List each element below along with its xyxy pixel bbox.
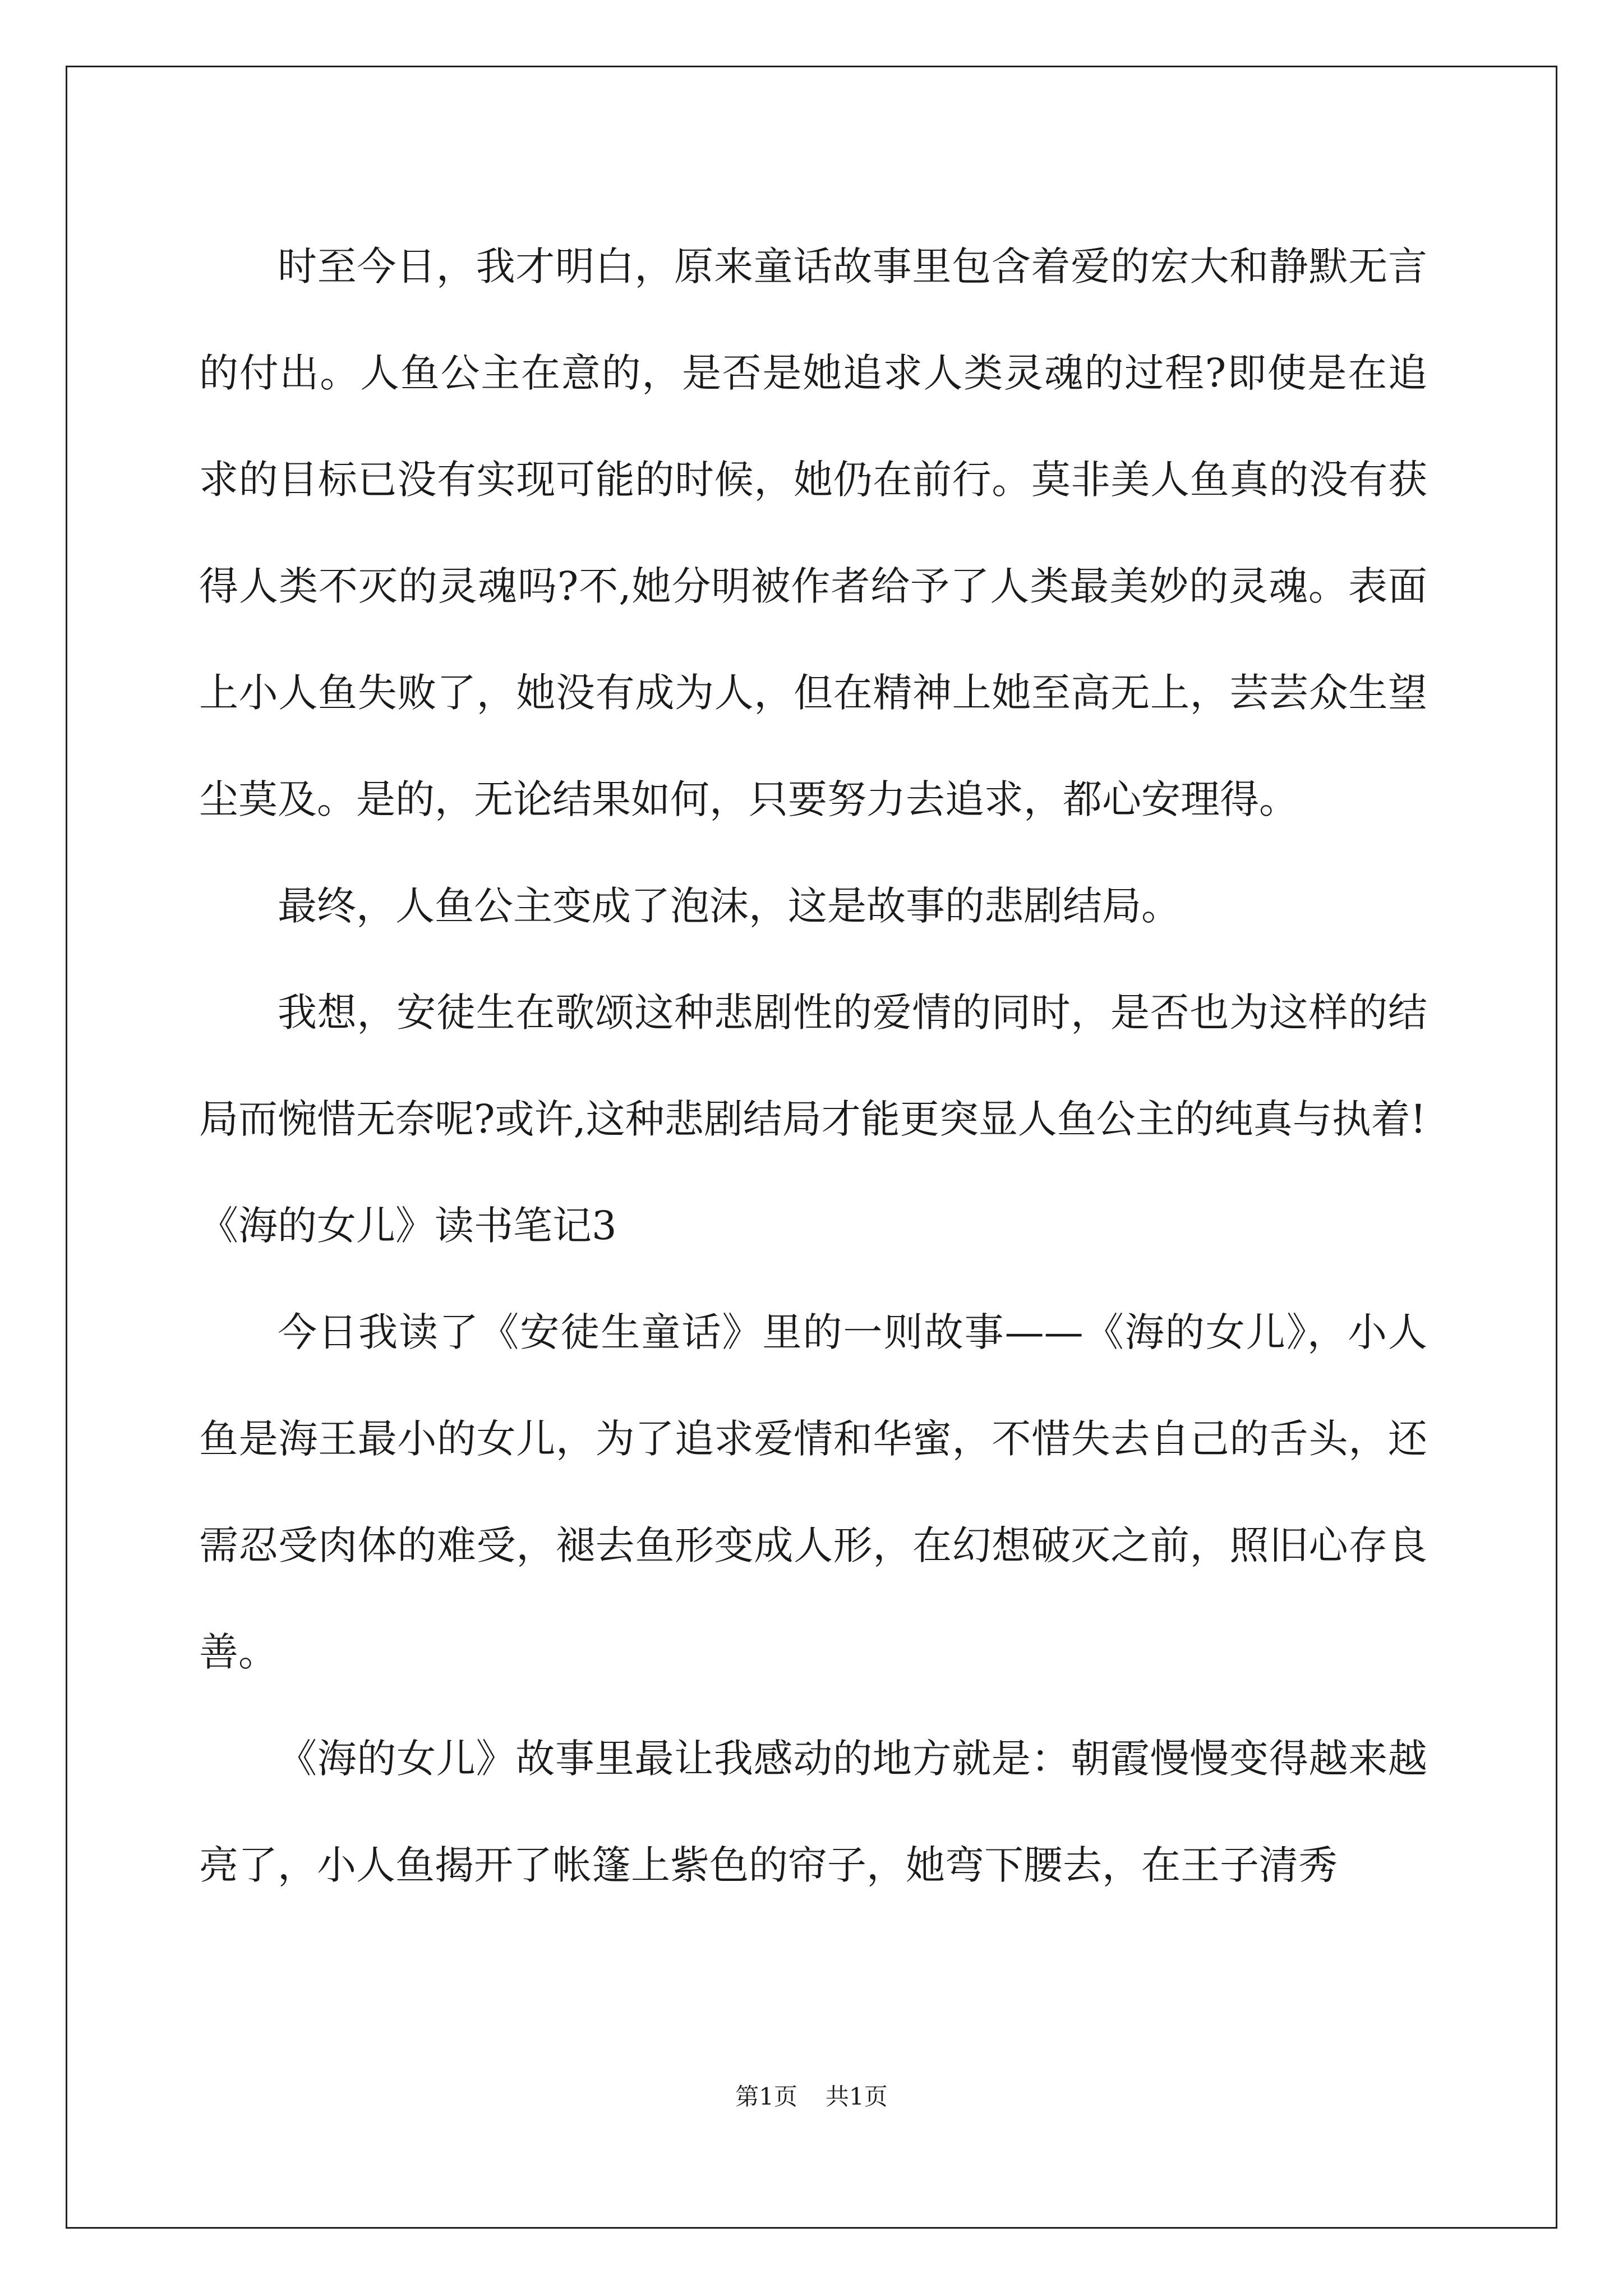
section-heading: 《海的女儿》读书笔记3 (199, 1203, 617, 1249)
paragraph: 《海的女儿》故事里最让我感动的地方就是：朝霞慢慢变得越来越亮了，小人鱼揭开了帐篷上紫色的帘子，她弯下腰去，在王子清秀 (199, 1736, 1427, 1888)
page-footer (0, 2078, 1623, 2112)
paragraph: 我想，安徒生在歌颂这种悲剧性的爱情的同时，是否也为这样的结局而惋惜无奈呢?或许,这种悲剧结局才能更突显人鱼公主的纯真与执着! (199, 990, 1427, 1142)
total-pages: 共1页 (826, 2083, 888, 2110)
document-body (199, 213, 1427, 1918)
page-number: 第1页 (735, 2083, 797, 2110)
paragraph: 最终，人鱼公主变成了泡沫，这是故事的悲剧结局。 (278, 883, 1181, 929)
paragraph: 时至今日，我才明白，原来童话故事里包含着爱的宏大和静默无言的付出。人鱼公主在意的，是否是她追求人类灵魂的过程?即使是在追求的目标已没有实现可能的时候，她仍在前行。莫非美人鱼真的没有获得人类不灭的灵魂吗?不,她分明被作者给予了人类最美妙的灵魂。表面上小人鱼失败了，她没有成为人，但在精神上她至高无上，芸芸众生望尘莫及。是的，无论结果如何，只要努力去追求，都心安理得。 (199, 243, 1427, 822)
paragraph: 今日我读了《安徒生童话》里的一则故事——《海的女儿》，小人鱼是海王最小的女儿，为了追求爱情和华蜜，不惜失去自己的舌头，还需忍受肉体的难受，褪去鱼形变成人形，在幻想破灭之前，照旧心存良善。 (199, 1309, 1427, 1675)
